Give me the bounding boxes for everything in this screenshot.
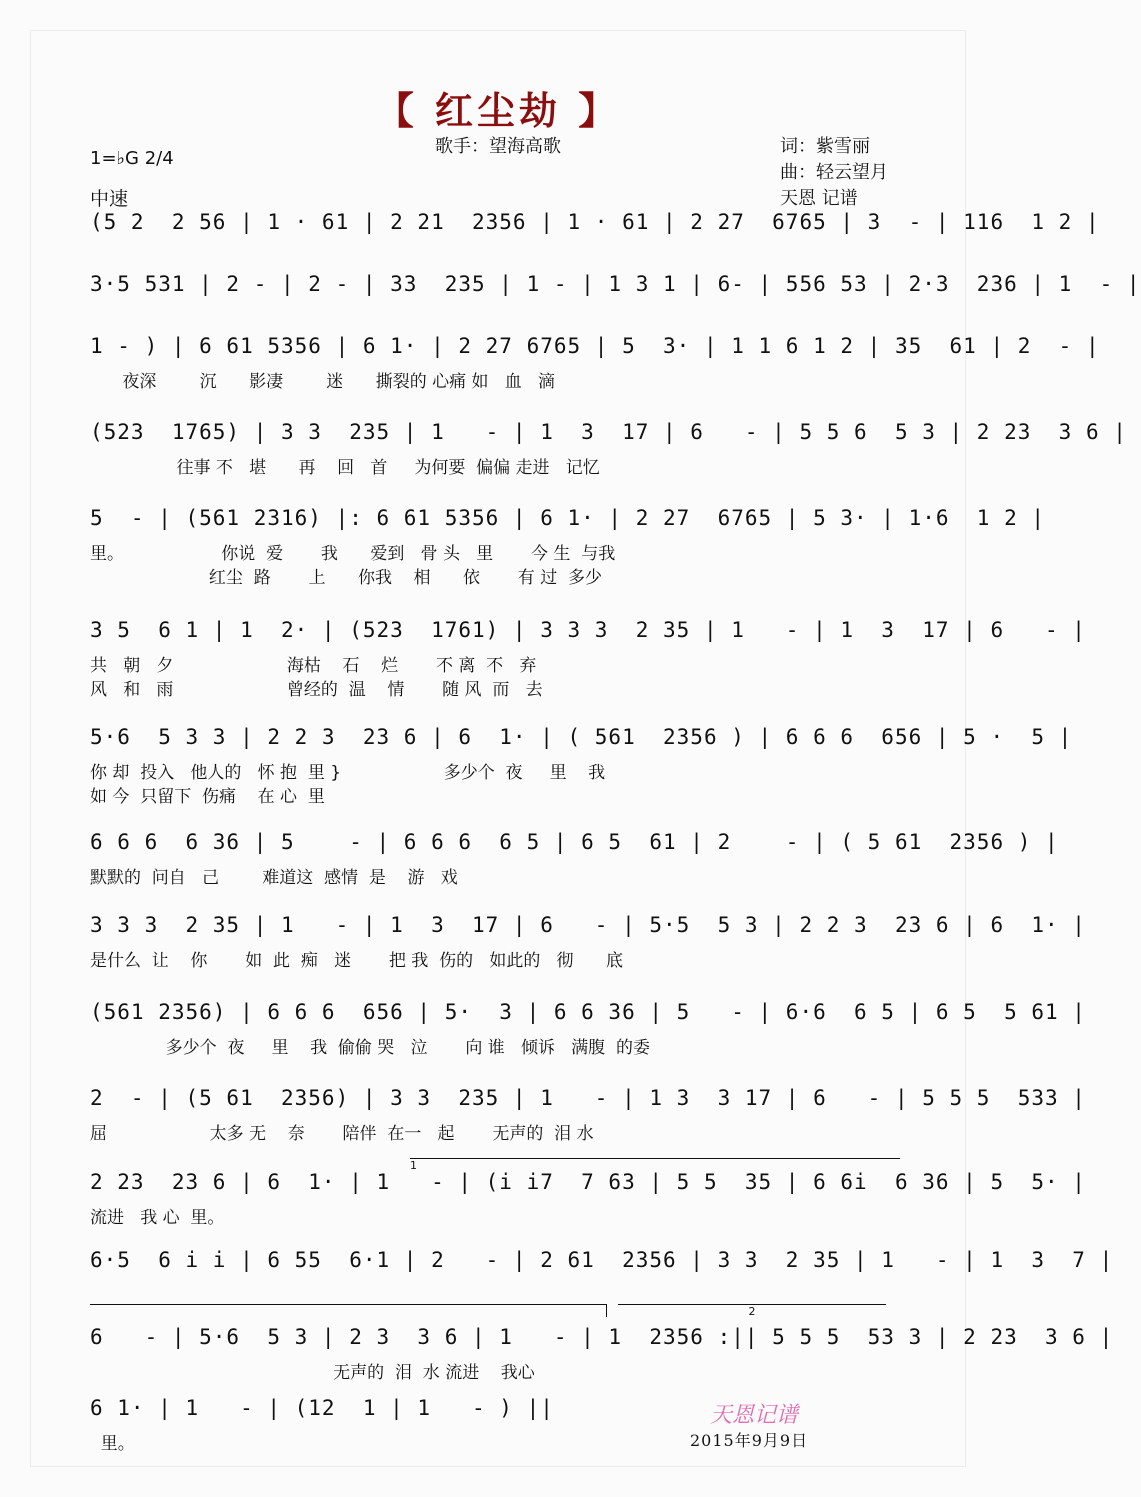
lyrics-line: 夜深 沉 影凄 迷 撕裂的 心痛 如 血 滴 xyxy=(90,372,555,392)
notation-line: 6·5 6 i i | 6 55 6·1 | 2 - | 2 61 2356 | 3 3 2 35 | 1 - | 1 3 7 | xyxy=(90,1248,1114,1272)
tempo-marking: 中速 xyxy=(90,188,129,210)
lyrics-line: 默默的 问自 己 难道这 感情 是 游 戏 xyxy=(90,868,458,888)
score-row-14 xyxy=(90,1325,1114,1395)
score-row-4 xyxy=(90,420,1127,490)
second-ending-bracket xyxy=(618,1304,886,1317)
notation-line: (561 2356) | 6 6 6 656 | 5· 3 | 6 6 36 | 5 - | 6·6 6 5 | 6 5 5 61 | xyxy=(90,1000,1086,1024)
notation-line: 2 - | (5 61 2356) | 3 3 235 | 1 - | 1 3 3 17 | 6 - | 5 5 5 533 | xyxy=(90,1086,1086,1110)
lyrics-line: 里。 xyxy=(90,1434,135,1454)
lyrics-line-verse-2: 风 和 雨 曾经的 温 情 随 风 而 去 xyxy=(90,680,543,700)
notation-line: (523 1765) | 3 3 235 | 1 - | 1 3 17 | 6 - | 5 5 6 5 3 | 2 23 3 6 | xyxy=(90,420,1127,444)
key-signature: 1=♭G 2/4 xyxy=(90,148,174,169)
notation-line: 3·5 531 | 2 - | 2 - | 33 235 | 1 - | 1 3 1 | 6- | 556 53 | 2·3 236 | 1 - | xyxy=(90,272,1141,296)
lyrics-line: 是什么 让 你 如 此 痴 迷 把 我 伤的 如此的 彻 底 xyxy=(90,951,623,971)
first-ending-continuation xyxy=(90,1304,607,1317)
second-ending-number: 2 xyxy=(748,1305,756,1318)
score-row-3 xyxy=(90,334,1100,404)
song-title: 【 红尘劫 】 xyxy=(375,89,621,133)
transcriber-credit: 天恩 记谱 xyxy=(780,188,858,209)
score-row-13 xyxy=(90,1248,1114,1318)
transcriber-stamp: 天恩记谱 xyxy=(710,1403,799,1428)
singer-credit: 歌手：望海高歌 xyxy=(435,136,561,157)
notation-line: 3 3 3 2 35 | 1 - | 1 3 17 | 6 - | 5·5 5 3 | 2 2 3 23 6 | 6 1· | xyxy=(90,913,1086,937)
score-row-1 xyxy=(90,210,1100,280)
notation-line: 3 5 6 1 | 1 2· | (523 1761) | 3 3 3 2 35 | 1 - | 1 3 17 | 6 - | xyxy=(90,618,1086,642)
notation-line: 5·6 5 3 3 | 2 2 3 23 6 | 6 1· | ( 561 2356 ) | 6 6 6 656 | 5 · 5 | xyxy=(90,725,1073,749)
score-row-6 xyxy=(90,618,1086,700)
transcription-date: 2015年9月9日 xyxy=(690,1431,809,1450)
score-row-8 xyxy=(90,830,1059,900)
notation-line: 6 1· | 1 - | (12 1 | 1 - ) || xyxy=(90,1396,554,1420)
notation-line: 5 - | (561 2316) |: 6 61 5356 | 6 1· | 2 27 6765 | 5 3· | 1·6 1 2 | xyxy=(90,506,1046,530)
score-row-7 xyxy=(90,725,1073,807)
lyricist-credit: 词：紫雪丽 xyxy=(780,136,870,157)
notation-line: 1 - ) | 6 61 5356 | 6 1· | 2 27 6765 | 5 3· | 1 1 6 1 2 | 35 61 | 2 - | xyxy=(90,334,1100,358)
first-ending-number: 1 xyxy=(410,1159,417,1172)
notation-line: 2 23 23 6 | 6 1· | 1 - | (i i7 7 63 | 5 5 35 | 6 6i 6 36 | 5 5· | xyxy=(90,1170,1086,1194)
score-row-11 xyxy=(90,1086,1086,1156)
lyrics-line-verse-2: 如 今 只留下 伤痛 在 心 里 xyxy=(90,787,325,807)
lyrics-line: 多少个 夜 里 我 偷偷 哭 泣 向 谁 倾诉 满腹 的委 xyxy=(90,1038,650,1058)
lyrics-line: 往事 不 堪 再 回 首 为何要 偏偏 走进 记忆 xyxy=(90,458,600,478)
lyrics-line: 流进 我 心 里。 xyxy=(90,1208,225,1228)
notation-line: 6 - | 5·6 5 3 | 2 3 3 6 | 1 - | 1 2356 :|| 5 5 5 53 3 | 2 23 3 6 | xyxy=(90,1325,1114,1349)
lyrics-line: 无声的 泪 水 流进 我心 xyxy=(90,1363,535,1383)
lyrics-line: 里。 你说 爱 我 爱到 骨 头 里 今 生 与我 xyxy=(90,544,616,564)
lyrics-line: 屈 太多 无 奈 陪伴 在一 起 无声的 泪 水 xyxy=(90,1124,594,1144)
composer-credit: 曲：轻云望月 xyxy=(780,162,888,183)
score-row-12 xyxy=(90,1159,1086,1240)
score-row-9 xyxy=(90,913,1086,983)
score-row-10 xyxy=(90,1000,1086,1070)
lyrics-line: 你 却 投入 他人的 怀 抱 里 } 多少个 夜 里 我 xyxy=(90,763,606,783)
lyrics-line-verse-2: 红尘 路 上 你我 相 依 有 过 多少 xyxy=(90,568,603,588)
score-row-5 xyxy=(90,506,1046,588)
lyrics-line: 共 朝 夕 海枯 石 烂 不 离 不 弃 xyxy=(90,656,537,676)
notation-line: 6 6 6 6 36 | 5 - | 6 6 6 6 5 | 6 5 61 | 2 - | ( 5 61 2356 ) | xyxy=(90,830,1059,854)
notation-line: (5 2 2 56 | 1 · 61 | 2 21 2356 | 1 · 61 | 2 27 6765 | 3 - | 116 1 2 | xyxy=(90,210,1100,234)
score-row-2 xyxy=(90,272,1141,342)
